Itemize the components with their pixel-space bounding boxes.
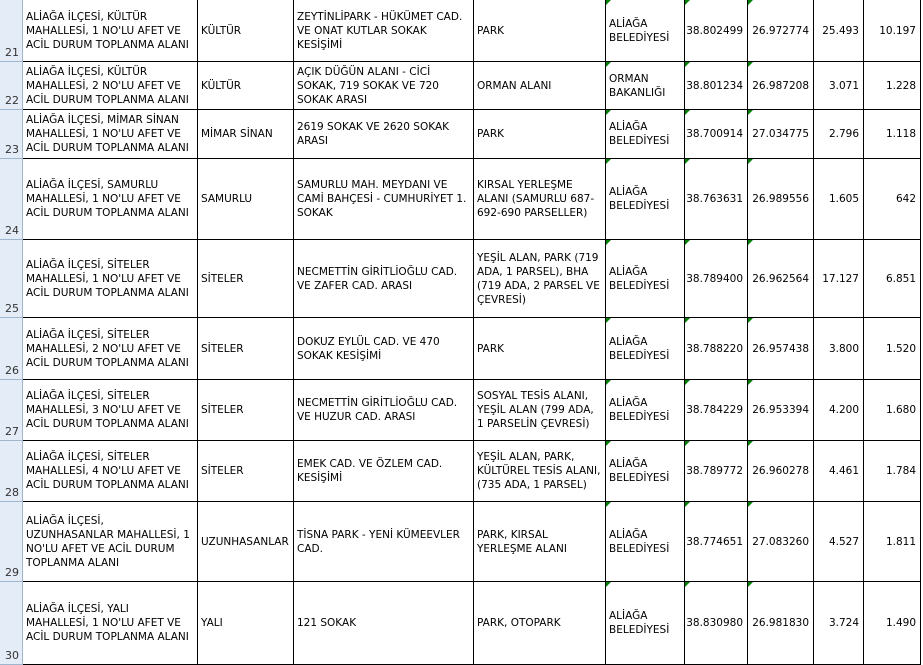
row-header[interactable] [0,159,23,240]
table-row [0,502,923,582]
cell-toplanma-alani-adi[interactable] [23,502,198,582]
cell-adres-text: NECMETTİN GİRİTLİOĞLU CAD. VE HUZUR CAD. ARASI [297,397,458,423]
row-number: 22 [5,94,19,107]
cell-toplanma-alani-adi[interactable] [23,159,198,240]
cell-adres[interactable] [294,380,474,441]
cell-toplanma-alani-adi[interactable] [23,441,198,502]
cell-enlem[interactable] [685,0,748,62]
cell-kurum-text: ALİAĞA BELEDİYESİ [609,397,670,423]
cell-alan-turu-text: KIRSAL YERLEŞME ALANI (SAMURLU 687-692-690 PARSELLER) [477,179,595,219]
cell-mahalle-text: MİMAR SİNAN [201,128,273,140]
row-header[interactable] [0,240,23,318]
cell-mahalle[interactable] [198,62,294,110]
cell-alan-m2-text: 3.071 [828,79,859,92]
row-header[interactable] [0,441,23,502]
cell-enlem[interactable] [685,582,748,665]
cell-mahalle[interactable] [198,159,294,240]
cell-alan-turu-text: PARK [477,24,505,37]
cell-boylam[interactable] [748,502,814,582]
cell-adres[interactable] [294,318,474,380]
cell-adres[interactable] [294,441,474,502]
cell-kurum-text: ALİAĞA BELEDİYESİ [609,121,670,147]
cell-kurum[interactable] [606,159,685,240]
cell-alan-turu-text: PARK [477,342,505,355]
cell-alan-m2[interactable] [814,502,864,582]
cell-adres-text: 121 SOKAK [297,617,357,629]
cell-kurum-text: ALİAĞA BELEDİYESİ [609,610,670,636]
cell-kurum-text: ALİAĞA BELEDİYESİ [609,265,670,292]
cell-kisi-kapasitesi[interactable] [864,159,921,240]
cell-kurum[interactable] [606,502,685,582]
table-row [0,318,923,380]
cell-kisi-kapasitesi-text: 1.784 [885,465,916,477]
cell-kisi-kapasitesi-text: 642 [895,193,916,205]
cell-boylam-text: 26.987208 [752,79,809,92]
table-row [0,159,923,240]
cell-kisi-kapasitesi-text: 1.680 [885,404,916,416]
cell-kisi-kapasitesi[interactable] [864,441,921,502]
cell-boylam-text: 27.083260 [752,535,809,548]
row-header[interactable] [0,0,23,62]
cell-boylam[interactable] [748,318,814,380]
cell-kisi-kapasitesi[interactable] [864,502,921,582]
row-header[interactable] [0,380,23,441]
table-row [0,240,923,318]
cell-alan-m2-text: 4.527 [828,535,859,548]
cell-mahalle-text: SİTELER [201,465,244,477]
cell-boylam[interactable] [748,441,814,502]
cell-kurum[interactable] [606,380,685,441]
cell-kurum[interactable] [606,441,685,502]
cell-kurum[interactable] [606,110,685,159]
cell-alan-turu[interactable] [474,502,606,582]
cell-adres[interactable] [294,502,474,582]
cell-enlem[interactable] [685,240,748,318]
cell-enlem[interactable] [685,159,748,240]
cell-enlem[interactable] [685,380,748,441]
cell-mahalle-text: SİTELER [201,404,244,416]
cell-boylam-text: 26.972774 [752,24,809,37]
cell-alan-turu[interactable] [474,62,606,110]
cell-adres[interactable] [294,159,474,240]
cell-enlem-text: 38.802499 [686,24,743,37]
table-row [0,0,923,62]
cell-mahalle[interactable] [198,502,294,582]
cell-alan-m2-text: 25.493 [822,24,859,37]
row-header[interactable] [0,318,23,380]
row-header[interactable] [0,502,23,582]
cell-alan-turu[interactable] [474,318,606,380]
cell-enlem-text: 38.700914 [686,128,743,140]
row-number: 24 [5,224,19,237]
cell-kisi-kapasitesi[interactable] [864,380,921,441]
cell-alan-m2-text: 4.461 [828,465,859,477]
cell-adres[interactable] [294,240,474,318]
cell-toplanma-alani-adi-text: ALİAĞA İLÇESİ, KÜLTÜR MAHALLESİ, 2 NO'LU AFET VE ACİL DURUM TOPLANMA ALANI [26,65,189,106]
cell-alan-turu-text: ORMAN ALANI [477,79,552,92]
cell-alan-turu-text: PARK [477,128,505,140]
cell-boylam-text: 26.981830 [752,617,809,629]
cell-alan-m2-text: 2.796 [828,128,859,140]
cell-kisi-kapasitesi[interactable] [864,0,921,62]
cell-toplanma-alani-adi[interactable] [23,240,198,318]
cell-alan-m2[interactable] [814,380,864,441]
cell-enlem-text: 38.830980 [686,617,743,629]
cell-alan-turu[interactable] [474,441,606,502]
cell-alan-m2[interactable] [814,318,864,380]
cell-mahalle-text: SAMURLU [201,193,253,205]
cell-adres[interactable] [294,582,474,665]
cell-kurum[interactable] [606,582,685,665]
cell-boylam[interactable] [748,0,814,62]
cell-enlem-text: 38.789400 [686,272,743,285]
cell-kisi-kapasitesi[interactable] [864,110,921,159]
cell-adres-text: TİSNA PARK - YENİ KÜMEEVLER CAD. [297,528,460,555]
cell-alan-turu[interactable] [474,380,606,441]
cell-mahalle-text: KÜLTÜR [201,24,242,37]
row-number: 26 [5,364,19,377]
cell-enlem-text: 38.801234 [686,79,743,92]
cell-alan-m2-text: 3.800 [828,342,859,355]
cell-toplanma-alani-adi-text: ALİAĞA İLÇESİ, UZUNHASANLAR MAHALLESİ, 1 NO'LU AFET VE ACİL DURUM TOPLANMA ALANI [26,514,190,569]
cell-enlem-text: 38.763631 [686,193,743,205]
cell-toplanma-alani-adi-text: ALİAĞA İLÇESİ, SİTELER MAHALLESİ, 3 NO'LU AFET VE ACİL DURUM TOPLANMA ALANI [26,390,189,430]
cell-mahalle[interactable] [198,380,294,441]
cell-enlem[interactable] [685,502,748,582]
cell-alan-turu[interactable] [474,582,606,665]
cell-mahalle-text: SİTELER [201,272,244,285]
cell-kurum-text: ALİAĞA BELEDİYESİ [609,335,670,362]
cell-kurum-text: ALİAĞA BELEDİYESİ [609,17,670,44]
cell-alan-m2[interactable] [814,441,864,502]
cell-boylam[interactable] [748,159,814,240]
cell-toplanma-alani-adi-text: ALİAĞA İLÇESİ, SAMURLU MAHALLESİ, 1 NO'LU AFET VE ACİL DURUM TOPLANMA ALANI [26,179,189,219]
cell-enlem[interactable] [685,441,748,502]
cell-toplanma-alani-adi-text: ALİAĞA İLÇESİ, KÜLTÜR MAHALLESİ, 1 NO'LU AFET VE ACİL DURUM TOPLANMA ALANI [26,10,189,51]
cell-kurum-text: ORMAN BAKANLIĞI [609,72,666,99]
table-row [0,441,923,502]
cell-mahalle-text: KÜLTÜR [201,79,242,92]
cell-mahalle[interactable] [198,318,294,380]
cell-enlem[interactable] [685,62,748,110]
cell-mahalle[interactable] [198,110,294,159]
row-number: 29 [5,566,19,579]
cell-kisi-kapasitesi-text: 1.490 [885,617,916,629]
cell-alan-turu[interactable] [474,159,606,240]
table-row [0,110,923,159]
cell-adres[interactable] [294,62,474,110]
cell-mahalle[interactable] [198,582,294,665]
row-number: 27 [5,425,19,438]
cell-kurum-text: ALİAĞA BELEDİYESİ [609,528,670,555]
cell-alan-turu-text: PARK, OTOPARK [477,617,561,629]
cell-alan-m2-text: 3.724 [828,617,859,629]
cell-toplanma-alani-adi-text: ALİAĞA İLÇESİ, SİTELER MAHALLESİ, 2 NO'LU AFET VE ACİL DURUM TOPLANMA ALANI [26,328,189,369]
row-number: 21 [5,46,19,59]
cell-kisi-kapasitesi-text: 1.811 [885,535,916,548]
cell-alan-m2[interactable] [814,159,864,240]
row-number: 30 [5,649,19,662]
cell-mahalle-text: SİTELER [201,342,244,355]
cell-alan-turu[interactable] [474,240,606,318]
cell-alan-turu-text: SOSYAL TESİS ALANI, YEŞİL ALAN (799 ADA, 1 PARSELİN ÇEVRESİ) [477,390,594,430]
cell-alan-m2[interactable] [814,582,864,665]
cell-toplanma-alani-adi[interactable] [23,62,198,110]
cell-mahalle-text: UZUNHASANLAR [201,535,289,548]
cell-alan-m2[interactable] [814,62,864,110]
row-header[interactable] [0,62,23,110]
cell-mahalle[interactable] [198,240,294,318]
cell-alan-turu[interactable] [474,0,606,62]
cell-boylam[interactable] [748,582,814,665]
cell-enlem-text: 38.788220 [686,342,743,355]
cell-alan-m2[interactable] [814,0,864,62]
cell-boylam[interactable] [748,62,814,110]
cell-alan-m2-text: 4.200 [828,404,859,416]
cell-alan-m2[interactable] [814,110,864,159]
row-header[interactable] [0,582,23,665]
row-number: 28 [5,486,19,499]
cell-alan-m2-text: 17.127 [822,272,859,285]
cell-toplanma-alani-adi-text: ALİAĞA İLÇESİ, MİMAR SİNAN MAHALLESİ, 1 NO'LU AFET VE ACİL DURUM TOPLANMA ALANI [26,114,189,154]
cell-mahalle-text: YALI [201,617,223,629]
cell-boylam-text: 26.989556 [752,193,809,205]
cell-adres-text: EMEK CAD. VE ÖZLEM CAD. KESİŞİMİ [297,458,443,484]
cell-adres-text: NECMETTİN GİRİTLİOĞLU CAD. VE ZAFER CAD. ARASI [297,265,458,292]
cell-kisi-kapasitesi-text: 1.118 [885,128,916,140]
cell-adres-text: DOKUZ EYLÜL CAD. VE 470 SOKAK KESİŞİMİ [297,335,440,362]
cell-kisi-kapasitesi[interactable] [864,240,921,318]
cell-boylam-text: 26.962564 [752,272,809,285]
cell-alan-turu[interactable] [474,110,606,159]
cell-adres-text: AÇIK DÜĞÜN ALANI - CİCİ SOKAK, 719 SOKAK VE 720 SOKAK ARASI [297,65,439,106]
cell-enlem[interactable] [685,110,748,159]
cell-toplanma-alani-adi[interactable] [23,110,198,159]
cell-adres[interactable] [294,110,474,159]
cell-kurum[interactable] [606,240,685,318]
cell-adres[interactable] [294,0,474,62]
table-row [0,62,923,110]
cell-boylam[interactable] [748,380,814,441]
cell-toplanma-alani-adi[interactable] [23,318,198,380]
cell-enlem-text: 38.774651 [686,535,743,548]
cell-kisi-kapasitesi-text: 1.520 [885,342,916,355]
cell-adres-text: ZEYTİNLİPARK - HÜKÜMET CAD. VE ONAT KUTLAR SOKAK KESİŞİMİ [297,10,463,51]
cell-alan-m2-text: 1.605 [828,193,859,205]
cell-mahalle[interactable] [198,441,294,502]
cell-mahalle[interactable] [198,0,294,62]
cell-kurum-text: ALİAĞA BELEDİYESİ [609,186,670,212]
cell-toplanma-alani-adi[interactable] [23,380,198,441]
cell-boylam-text: 27.034775 [752,128,809,140]
cell-boylam[interactable] [748,110,814,159]
cell-alan-turu-text: PARK, KIRSAL YERLEŞME ALANI [477,528,567,555]
row-header[interactable] [0,110,23,159]
cell-boylam-text: 26.953394 [752,404,809,416]
cell-alan-turu-text: YEŞİL ALAN, PARK (719 ADA, 1 PARSEL), BHA (719 ADA, 2 PARSEL VE ÇEVRESİ) [477,251,600,306]
cell-kurum[interactable] [606,318,685,380]
cell-boylam-text: 26.960278 [752,465,809,477]
cell-kurum[interactable] [606,62,685,110]
cell-kisi-kapasitesi[interactable] [864,582,921,665]
cell-enlem-text: 38.784229 [686,404,743,416]
cell-adres-text: SAMURLU MAH. MEYDANI VE CAMİ BAHÇESİ - CUMHURİYET 1. SOKAK [297,179,467,219]
cell-boylam[interactable] [748,240,814,318]
cell-enlem-text: 38.789772 [686,465,743,477]
cell-alan-turu-text: YEŞİL ALAN, PARK, KÜLTÜREL TESİS ALANI, (735 ADA, 1 PARSEL) [477,451,601,491]
cell-kisi-kapasitesi[interactable] [864,318,921,380]
row-number: 23 [5,143,19,156]
cell-kurum[interactable] [606,0,685,62]
table-row [0,380,923,441]
cell-alan-m2[interactable] [814,240,864,318]
cell-kisi-kapasitesi[interactable] [864,62,921,110]
cell-kisi-kapasitesi-text: 10.197 [879,24,916,37]
row-number: 25 [5,302,19,315]
cell-adres-text: 2619 SOKAK VE 2620 SOKAK ARASI [297,121,450,147]
cell-toplanma-alani-adi-text: ALİAĞA İLÇESİ, SİTELER MAHALLESİ, 1 NO'LU AFET VE ACİL DURUM TOPLANMA ALANI [26,258,189,299]
cell-enlem[interactable] [685,318,748,380]
cell-kurum-text: ALİAĞA BELEDİYESİ [609,458,670,484]
cell-kisi-kapasitesi-text: 1.228 [885,79,916,92]
cell-toplanma-alani-adi-text: ALİAĞA İLÇESİ, SİTELER MAHALLESİ, 4 NO'LU AFET VE ACİL DURUM TOPLANMA ALANI [26,451,189,491]
table-row [0,582,923,665]
cell-kisi-kapasitesi-text: 6.851 [885,272,916,285]
cell-toplanma-alani-adi[interactable] [23,582,198,665]
cell-toplanma-alani-adi[interactable] [23,0,198,62]
cell-toplanma-alani-adi-text: ALİAĞA İLÇESİ, YALI MAHALLESİ, 1 NO'LU AFET VE ACİL DURUM TOPLANMA ALANI [26,603,189,643]
cell-boylam-text: 26.957438 [752,342,809,355]
